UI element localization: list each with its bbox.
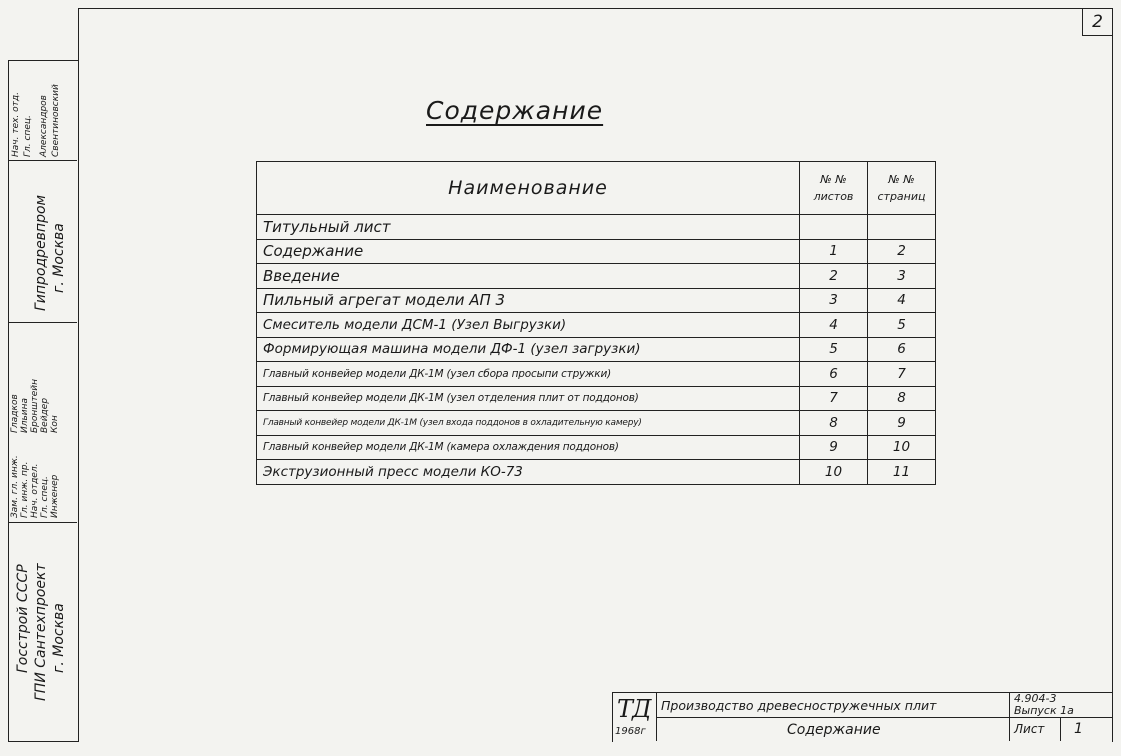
row-page: 7 <box>868 362 936 387</box>
row-sheet: 2 <box>800 264 868 289</box>
row-name: Формирующая машина модели ДФ-1 (узел загрузки) <box>257 337 800 362</box>
table-row <box>257 362 936 387</box>
stamp-divider <box>657 717 1009 718</box>
title-block-main <box>657 693 1010 741</box>
row-name: Главный конвейер модели ДК-1М (камера охлаждения поддонов) <box>257 435 800 460</box>
row-name: Главный конвейер модели ДК-1М (узел отделения плит от поддонов) <box>257 386 800 411</box>
row-page: 3 <box>868 264 936 289</box>
stamp-sheet-label: Лист <box>1014 722 1045 736</box>
page-number: 2 <box>1082 8 1112 36</box>
side-role: Зам. гл. инж. <box>10 455 20 518</box>
row-name: Титульный лист <box>257 215 800 240</box>
side-name: Гладков <box>10 394 20 433</box>
table-row <box>257 435 936 460</box>
row-page: 10 <box>868 435 936 460</box>
side-name: Кон <box>50 415 60 433</box>
row-page: 11 <box>868 460 936 485</box>
side-name: Свентиновский <box>51 84 61 157</box>
row-name: Главный конвейер модели ДК-1М (узел входа поддонов в охладительную камеру) <box>257 411 800 436</box>
row-sheet: 6 <box>800 362 868 387</box>
row-page: 8 <box>868 386 936 411</box>
td-logo-icon: ТД <box>617 695 651 723</box>
row-name: Смеситель модели ДСМ-1 (Узел Выгрузки) <box>257 313 800 338</box>
title-block-logo <box>613 693 657 741</box>
row-page: 5 <box>868 313 936 338</box>
row-sheet: 4 <box>800 313 868 338</box>
row-sheet: 9 <box>800 435 868 460</box>
side-org2-city: г. Москва <box>51 603 67 673</box>
header-sheets-line1: № № <box>820 173 847 186</box>
table-header-row <box>257 162 936 215</box>
row-sheet: 3 <box>800 288 868 313</box>
table-row <box>257 288 936 313</box>
stamp-code-block <box>1014 693 1074 717</box>
row-page: 4 <box>868 288 936 313</box>
row-name: Главный конвейер модели ДК-1М (узел сбора просыпи стружки) <box>257 362 800 387</box>
side-stamp-org1 <box>9 161 77 323</box>
stamp-divider <box>1010 717 1112 718</box>
side-org2-line2: ГПИ Сантехпроект <box>33 563 49 701</box>
side-stamp-signatures-top <box>9 61 77 161</box>
table-row <box>257 460 936 485</box>
side-stamp-signatures-mid <box>9 323 77 523</box>
header-pages-line1: № № <box>888 173 915 186</box>
table-row <box>257 239 936 264</box>
side-name: Бронштейн <box>30 378 40 433</box>
row-name: Пильный агрегат модели АП 3 <box>257 288 800 313</box>
stamp-sheet-no: 1 <box>1074 721 1083 737</box>
row-sheet: 7 <box>800 386 868 411</box>
row-page: 9 <box>868 411 936 436</box>
table-row <box>257 215 936 240</box>
row-name: Экструзионный пресс модели КО-73 <box>257 460 800 485</box>
table-row <box>257 337 936 362</box>
row-sheet: 8 <box>800 411 868 436</box>
stamp-vdivider <box>1060 717 1061 741</box>
title-block-code <box>1010 693 1112 741</box>
row-page: 6 <box>868 337 936 362</box>
row-page <box>868 215 936 240</box>
stamp-year: 1968г <box>615 726 646 737</box>
side-org1-city: г. Москва <box>51 223 67 293</box>
table-row <box>257 313 936 338</box>
side-stamp <box>8 60 78 742</box>
title-block <box>612 692 1113 742</box>
header-sheets-line2: листов <box>813 190 854 203</box>
row-sheet: 10 <box>800 460 868 485</box>
row-sheet: 1 <box>800 239 868 264</box>
row-sheet <box>800 215 868 240</box>
side-role: Гл. инж. пр. <box>20 461 30 518</box>
header-name: Наименование <box>257 162 800 215</box>
side-role: Нач. отдел. <box>30 463 40 518</box>
side-role: Гл. спец. <box>23 115 33 157</box>
contents-table <box>256 161 936 485</box>
side-name: Александров <box>39 95 49 157</box>
table-row <box>257 264 936 289</box>
row-name: Введение <box>257 264 800 289</box>
stamp-section: Содержание <box>787 722 881 738</box>
side-org1: Гипродревпром <box>33 194 49 311</box>
page-title: Содержание <box>426 96 604 125</box>
header-sheets <box>800 162 868 215</box>
table-row <box>257 386 936 411</box>
stamp-production: Производство древесностружечных плит <box>661 698 937 713</box>
header-pages-line2: страниц <box>877 190 926 203</box>
table-row <box>257 411 936 436</box>
side-role: Гл. спец. <box>40 476 50 518</box>
row-page: 2 <box>868 239 936 264</box>
stamp-issue: Выпуск 1а <box>1014 704 1074 717</box>
side-name: Ильина <box>20 397 30 433</box>
stamp-code: 4.904-3 <box>1014 692 1057 705</box>
side-stamp-org2 <box>9 523 77 741</box>
side-role: Нач. тех. отд. <box>11 92 21 157</box>
row-sheet: 5 <box>800 337 868 362</box>
side-role: Инженер <box>50 474 60 518</box>
header-pages <box>868 162 936 215</box>
row-name: Содержание <box>257 239 800 264</box>
side-org2-line1: Госстрой СССР <box>15 564 31 673</box>
side-name: Вейдер <box>40 397 50 433</box>
